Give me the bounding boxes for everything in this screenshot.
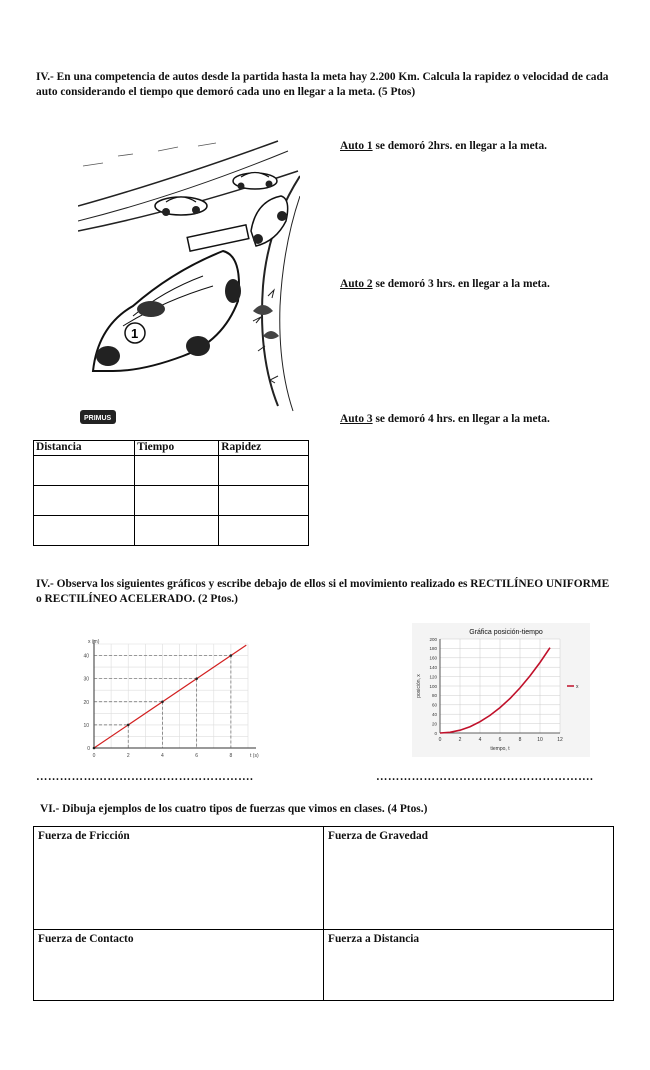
x-tick-label: 8 (518, 737, 522, 743)
table-row (34, 516, 309, 546)
x-tick-label: 4 (478, 737, 482, 743)
x-tick-label: 0 (438, 737, 442, 743)
table-cell[interactable] (34, 456, 135, 486)
y-axis-label: x (m) (88, 639, 100, 645)
table-row (34, 486, 309, 516)
primus-logo: PRIMUS (84, 415, 112, 422)
forces-table (33, 826, 614, 1001)
question-graphs: IV.- Observa los siguientes gráficos y escribe debajo de ellos si el movimiento realizado es RECTILÍNEO UNIFORME o RECTILÍNEO ACELERADO. (2 Ptos.) (36, 578, 610, 605)
race-cars-illustration (78, 136, 300, 426)
legend-label: x (576, 683, 579, 690)
force-distance-cell[interactable]: Fuerza a Distancia (324, 930, 614, 1001)
table-cell[interactable] (219, 516, 309, 546)
x-tick-label: 10 (537, 737, 543, 743)
table-cell[interactable] (34, 486, 135, 516)
question-car-race: IV.- En una competencia de autos desde la partida hasta la meta hay 2.200 Km. Calcula la rapidez o velocidad de cada auto considerando el tiempo que demoró cada uno en llegar a la meta. (5 Ptos) (36, 71, 609, 98)
auto-1-line: Auto 1 se demoró 2hrs. en llegar a la meta. (340, 140, 548, 152)
x-tick-label: 4 (161, 753, 164, 759)
x-axis-label: t (s) (250, 753, 259, 759)
table-cell[interactable] (219, 456, 309, 486)
y-tick-label: 40 (83, 653, 89, 660)
series-line (94, 645, 246, 748)
auto-2-line: Auto 2 se demoró 3 hrs. en llegar a la meta. (340, 278, 550, 290)
x-tick-label: 0 (92, 753, 96, 759)
x-tick-label: 6 (195, 753, 199, 759)
x-tick-label: 2 (458, 737, 462, 743)
force-friction-cell[interactable]: Fuerza de Fricción (34, 827, 324, 930)
x-tick-label: 8 (229, 753, 233, 759)
table-cell[interactable] (135, 456, 219, 486)
x-tick-label: 12 (557, 737, 563, 743)
linear-position-chart (72, 636, 268, 764)
y-tick-label: 20 (431, 721, 437, 727)
header-tiempo: Tiempo (135, 441, 219, 456)
x-tick-label: 6 (498, 737, 502, 743)
speed-table (33, 440, 309, 546)
accelerated-position-chart (412, 623, 590, 757)
table-cell[interactable] (135, 516, 219, 546)
answer-line-right[interactable]: ………………………………………………. (376, 771, 594, 783)
y-tick-label: 100 (429, 683, 437, 689)
x-axis-label: tiempo, t (490, 746, 510, 752)
y-tick-label: 0 (87, 746, 90, 752)
answer-line-left[interactable]: ………………………………………………. (36, 771, 254, 783)
y-axis-label: posición, x (416, 674, 422, 698)
data-point (195, 677, 198, 680)
table-cell[interactable] (135, 486, 219, 516)
table-cell[interactable] (34, 516, 135, 546)
x-tick-label: 2 (126, 753, 130, 759)
auto-3-line: Auto 3 se demoró 4 hrs. en llegar a la meta. (340, 413, 550, 425)
data-point (161, 700, 164, 703)
y-tick-label: 40 (431, 712, 437, 717)
y-tick-label: 60 (431, 702, 437, 708)
data-point (230, 654, 233, 657)
question-forces: VI.- Dibuja ejemplos de los cuatro tipos de fuerzas que vimos en clases. (4 Ptos.) (40, 803, 428, 815)
chart-title: Gráfica posición-tiempo (469, 629, 543, 636)
y-tick-label: 160 (429, 655, 437, 661)
table-cell[interactable] (219, 486, 309, 516)
y-tick-label: 200 (429, 636, 437, 642)
y-tick-label: 0 (434, 730, 437, 736)
y-tick-label: 20 (83, 699, 89, 706)
y-tick-label: 10 (83, 722, 89, 729)
header-rapidez: Rapidez (219, 441, 309, 456)
y-tick-label: 80 (431, 693, 437, 699)
y-tick-label: 140 (429, 665, 437, 670)
header-distancia: Distancia (34, 441, 135, 456)
force-gravity-cell[interactable]: Fuerza de Gravedad (324, 827, 614, 930)
data-point (93, 747, 96, 750)
force-contact-cell[interactable]: Fuerza de Contacto (34, 930, 324, 1001)
y-tick-label: 180 (429, 646, 437, 652)
data-point (127, 724, 130, 727)
svg-text:1: 1 (131, 326, 139, 341)
y-tick-label: 120 (429, 674, 437, 680)
table-row (34, 456, 309, 486)
y-tick-label: 30 (83, 676, 89, 683)
